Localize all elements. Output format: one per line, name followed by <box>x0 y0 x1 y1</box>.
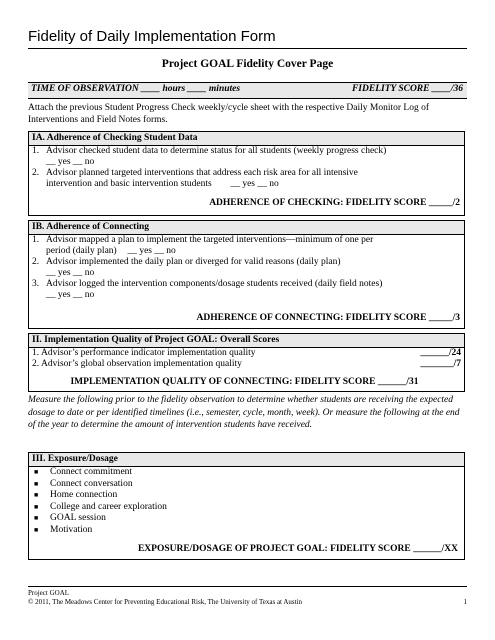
list-item <box>29 235 464 246</box>
bullet-list <box>29 467 464 536</box>
bullet-icon: ■ <box>34 502 39 511</box>
measurement-note: Measure the following prior to the fidelity observation to determine whether students are receiving the expected dosage to date or per identified timelines (i.e., semester, cycle, month, week). Or measure the following at the end of the year to determine the amount of intervention students have received. <box>28 395 460 430</box>
list-item: ■ Connect conversation <box>34 478 133 489</box>
list-item <box>29 168 464 179</box>
item-number: 1. <box>32 146 40 156</box>
item-text: Advisor mapped a plan to implement the targeted interventions—minimum of one per <box>46 235 374 245</box>
section-score[interactable]: ADHERENCE OF CHECKING: FIDELITY SCORE _____/2 <box>209 198 460 208</box>
list-item: ■ College and career exploration <box>34 501 167 512</box>
item-number: 2. <box>32 359 40 369</box>
item-number: 1. <box>32 348 40 358</box>
bullet-icon: ■ <box>34 525 39 534</box>
intro-instructions: Attach the previous Student Progress Check weekly/cycle sheet with the respective Daily Monitor Log of Interventions and Field Notes forms. <box>28 103 430 125</box>
list-item <box>29 257 464 268</box>
fidelity-score-field[interactable]: FIDELITY SCORE ____/36 <box>351 84 463 94</box>
list-item <box>29 348 464 359</box>
bullet-icon: ■ <box>34 479 39 488</box>
footer-project: Project GOAL <box>28 589 70 597</box>
page-number: 1 <box>463 598 467 606</box>
running-header: Fidelity of Daily Implementation Form <box>28 28 467 49</box>
section-heading: II. Implementation Quality of Project GOAL: Overall Scores <box>29 333 464 348</box>
section-score[interactable]: EXPOSURE/DOSAGE OF PROJECT GOAL: FIDELITY SCORE ______/XX <box>137 544 458 554</box>
section-score[interactable]: ADHERENCE OF CONNECTING: FIDELITY SCORE _____/3 <box>196 313 460 323</box>
list-item <box>29 359 464 370</box>
list-item: ■ Motivation <box>34 524 93 535</box>
list-item: ■ Connect commitment <box>34 467 133 477</box>
section-checking <box>28 131 465 216</box>
yes-no-choice[interactable]: __ yes __ no <box>127 246 176 256</box>
time-of-observation-field[interactable]: TIME OF OBSERVATION ____ hours ____ minutes <box>31 84 241 94</box>
page-title: Project GOAL Fidelity Cover Page <box>161 58 334 70</box>
section-implementation-quality <box>28 333 465 392</box>
yes-no-choice[interactable]: __ yes __ no <box>46 157 95 167</box>
item-text: Advisor’s performance indicator implementation quality <box>40 348 256 358</box>
item-number: 2. <box>32 257 40 267</box>
item-text: Advisor planned targeted interventions that address each risk area for all intensive <box>46 168 358 178</box>
section-heading: IB. Adherence of Connecting <box>29 220 464 235</box>
list-item: ■ GOAL session <box>34 513 106 523</box>
item-text: intervention and basic intervention students <box>46 179 212 189</box>
yes-no-choice[interactable]: __ yes __ no <box>230 179 279 189</box>
item-number: 2. <box>32 168 40 178</box>
item-text: period (daily plan) <box>46 246 117 256</box>
item-text: Advisor’s global observation implementation quality <box>40 359 242 369</box>
section-connecting <box>28 220 465 329</box>
observation-bar <box>28 82 467 99</box>
item-text: Advisor checked student data to determine status for all students (weekly progress check) <box>46 146 387 156</box>
section-exposure-dosage <box>28 452 465 560</box>
item-label <box>32 348 256 359</box>
item-continuation <box>29 246 464 257</box>
item-text: Advisor implemented the daily plan or diverged for valid reasons (daily plan) <box>46 257 341 267</box>
bullet-icon: ■ <box>34 491 39 499</box>
bullet-icon: ■ <box>34 514 39 522</box>
item-score-field[interactable]: _______/7 <box>420 359 461 369</box>
footer-copyright: © 2011, The Meadows Center for Preventing Educational Risk, The University of Texas at Austin <box>28 598 303 606</box>
list-item: ■ Home connection <box>34 490 118 500</box>
list-item <box>29 146 464 157</box>
item-continuation <box>29 179 464 190</box>
item-label <box>32 359 242 370</box>
section-score[interactable]: IMPLEMENTATION QUALITY OF CONNECTING: FIDELITY SCORE ______/31 <box>70 377 419 387</box>
section-heading: III. Exposure/Dosage <box>29 452 464 467</box>
section-heading: IA. Adherence of Checking Student Data <box>29 131 464 146</box>
item-number: 1. <box>32 235 40 245</box>
item-text: Advisor logged the intervention components/dosage students received (daily field notes) <box>46 279 383 289</box>
bullet-icon: ■ <box>34 468 39 476</box>
item-number: 3. <box>32 279 40 289</box>
yes-no-choice[interactable]: __ yes __ no <box>46 290 95 300</box>
yes-no-choice[interactable]: __ yes __ no <box>46 268 95 278</box>
page-footer <box>28 586 467 607</box>
list-item <box>29 279 464 290</box>
item-score-field[interactable]: ______/24 <box>420 348 461 358</box>
